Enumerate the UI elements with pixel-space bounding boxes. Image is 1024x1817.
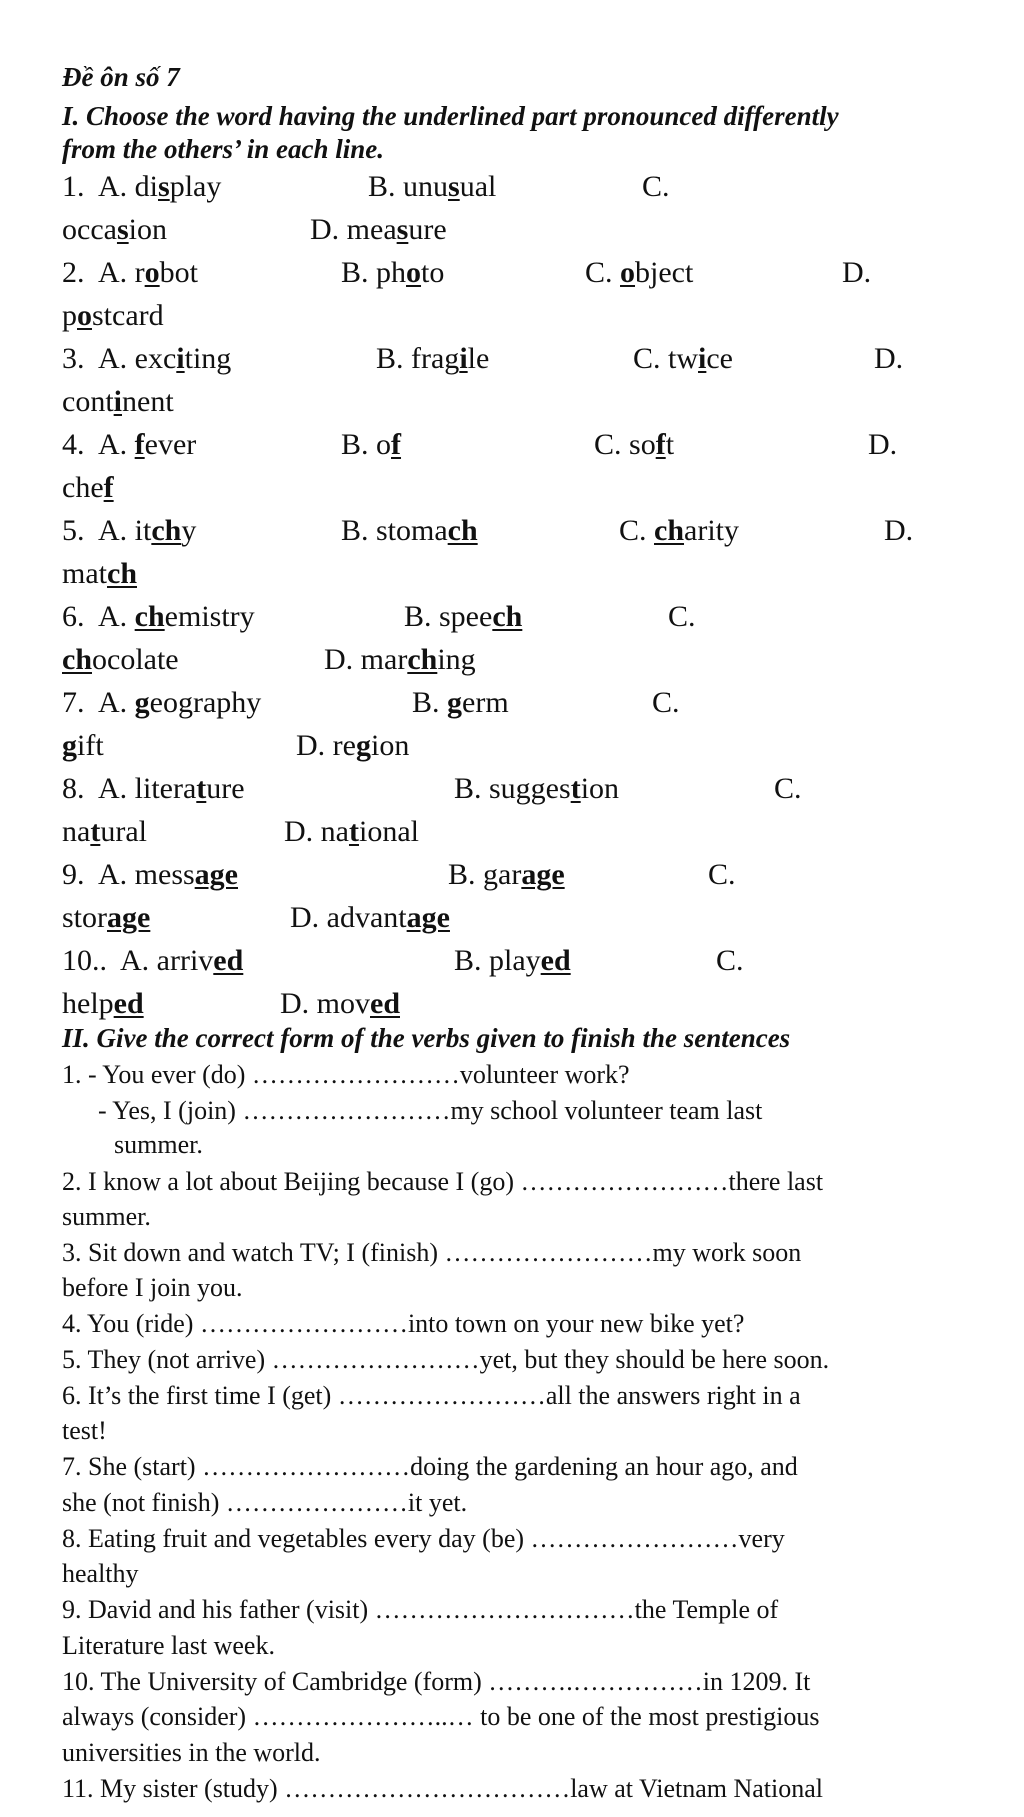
q10-option-b: B. played [454,944,571,977]
q5-option-a: A. itchy [98,514,197,547]
q2-option-c: C. object [585,256,694,289]
q9-option-d: D. advantage [290,901,450,934]
exercise-line: summer. [62,1202,151,1231]
q1-c-label: C. [642,170,670,203]
q3-option-b: B. fragile [376,342,490,375]
q7-option-a: A. geography [98,686,262,719]
q7-number: 7. [62,686,85,719]
question-2-line2 [62,299,962,339]
q5-number: 5. [62,514,85,547]
exercise-line: summer. [114,1130,203,1159]
q1-number: 1. [62,170,85,203]
q2-option-d: postcard [62,299,164,332]
question-10-line2 [62,987,962,1027]
exercise-line: 2. I know a lot about Beijing because I (go) ……………………there last [62,1167,824,1196]
section2-heading: II. Give the correct form of the verbs given to finish the sentences [62,1023,791,1053]
q7-c-label: C. [652,686,680,719]
exercise-line: 8. Eating fruit and vegetables every day (be) ……………………very [62,1524,785,1553]
q1-option-b: B. unusual [368,170,497,203]
question-1-line1 [62,170,962,210]
q5-d-label: D. [884,514,914,547]
exercise-line: 4. You (ride) ……………………into town on your new bike yet? [62,1309,745,1338]
q4-d-label: D. [868,428,898,461]
question-1-line2 [62,213,962,253]
q3-number: 3. [62,342,85,375]
q3-option-c: C. twice [633,342,733,375]
question-2-line1 [62,256,962,296]
question-6-line2 [62,643,962,683]
exercise-line: healthy [62,1559,139,1588]
q8-option-c: natural [62,815,147,848]
q8-number: 8. [62,772,85,805]
q9-option-c: storage [62,901,151,934]
question-5-line2 [62,557,962,597]
section1-heading-line2: from the others’ in each line. [62,134,385,164]
question-6-line1 [62,600,962,640]
q2-option-b: B. photo [341,256,445,289]
q8-option-a: A. literature [98,772,245,805]
q10-option-c: helped [62,987,144,1020]
exercise-line: - Yes, I (join) ……………………my school volunteer team last [98,1096,763,1125]
question-9-line2 [62,901,962,941]
q2-option-a: A. robot [98,256,198,289]
q6-c-label: C. [668,600,696,633]
q7-option-d: D. region [296,729,410,762]
q6-option-a: A. chemistry [98,600,255,633]
q7-option-c: gift [62,729,104,762]
exercise-line: 6. It’s the first time I (get) ……………………all the answers right in a [62,1381,801,1410]
q2-number: 2. [62,256,85,289]
q10-number: 10.. [62,944,107,977]
q6-number: 6. [62,600,85,633]
q5-option-b: B. stomach [341,514,478,547]
exercise-line: Literature last week. [62,1631,275,1660]
question-4-line1 [62,428,962,468]
q9-option-a: A. message [98,858,238,891]
q6-option-b: B. speech [404,600,523,633]
q1-option-a: A. display [98,170,222,203]
q1-option-c: occasion [62,213,167,246]
exercise-line: always (consider) …………………..… to be one of the most prestigious [62,1702,820,1731]
exercise-line: 10. The University of Cambridge (form) ……….……………in 1209. It [62,1667,811,1696]
q7-option-b: B. germ [412,686,509,719]
q9-c-label: C. [708,858,736,891]
exercise-line: universities in the world. [62,1738,321,1767]
q3-option-a: A. exciting [98,342,232,375]
exercise-line: 3. Sit down and watch TV; I (finish) ……………………my work soon [62,1238,802,1267]
question-3-line2 [62,385,962,425]
question-8-line2 [62,815,962,855]
q1-option-d: D. measure [310,213,447,246]
question-8-line1 [62,772,962,812]
q3-d-label: D. [874,342,904,375]
q10-option-a: A. arrived [120,944,244,977]
q2-d-label: D. [842,256,872,289]
q9-number: 9. [62,858,85,891]
q6-option-d: D. marching [324,643,476,676]
question-7-line1 [62,686,962,726]
exercise-line: 7. She (start) ……………………doing the gardening an hour ago, and [62,1452,798,1481]
question-3-line1 [62,342,962,382]
exercise-line: before I join you. [62,1273,243,1302]
exercise-line: 5. They (not arrive) ……………………yet, but they should be here soon. [62,1345,830,1374]
q8-option-d: D. national [284,815,419,848]
q6-option-c: chocolate [62,643,179,676]
question-10-line1 [62,944,962,984]
q4-option-a: A. fever [98,428,197,461]
q4-option-b: B. of [341,428,402,461]
exercise-line: 9. David and his father (visit) …………………………the Temple of [62,1595,779,1624]
q5-option-d: match [62,557,137,590]
question-4-line2 [62,471,962,511]
q9-option-b: B. garage [448,858,565,891]
q8-c-label: C. [774,772,802,805]
question-7-line2 [62,729,962,769]
q8-option-b: B. suggestion [454,772,620,805]
section1-heading-line1: I. Choose the word having the underlined part pronounced differently [62,101,839,131]
exercise-line: test! [62,1416,107,1445]
q5-option-c: C. charity [619,514,739,547]
q10-option-d: D. moved [280,987,400,1020]
q4-number: 4. [62,428,85,461]
question-9-line1 [62,858,962,898]
exercise-line: 1. - You ever (do) ……………………volunteer work? [62,1060,630,1089]
page-title: Đề ôn số 7 [62,62,180,92]
q4-option-c: C. soft [594,428,675,461]
question-5-line1 [62,514,962,554]
exercise-line: 11. My sister (study) ……………………………law at Vietnam National [62,1774,824,1803]
exercise-line: she (not finish) …………………it yet. [62,1488,468,1517]
q3-option-d: continent [62,385,174,418]
q10-c-label: C. [716,944,744,977]
q4-option-d: chef [62,471,114,504]
